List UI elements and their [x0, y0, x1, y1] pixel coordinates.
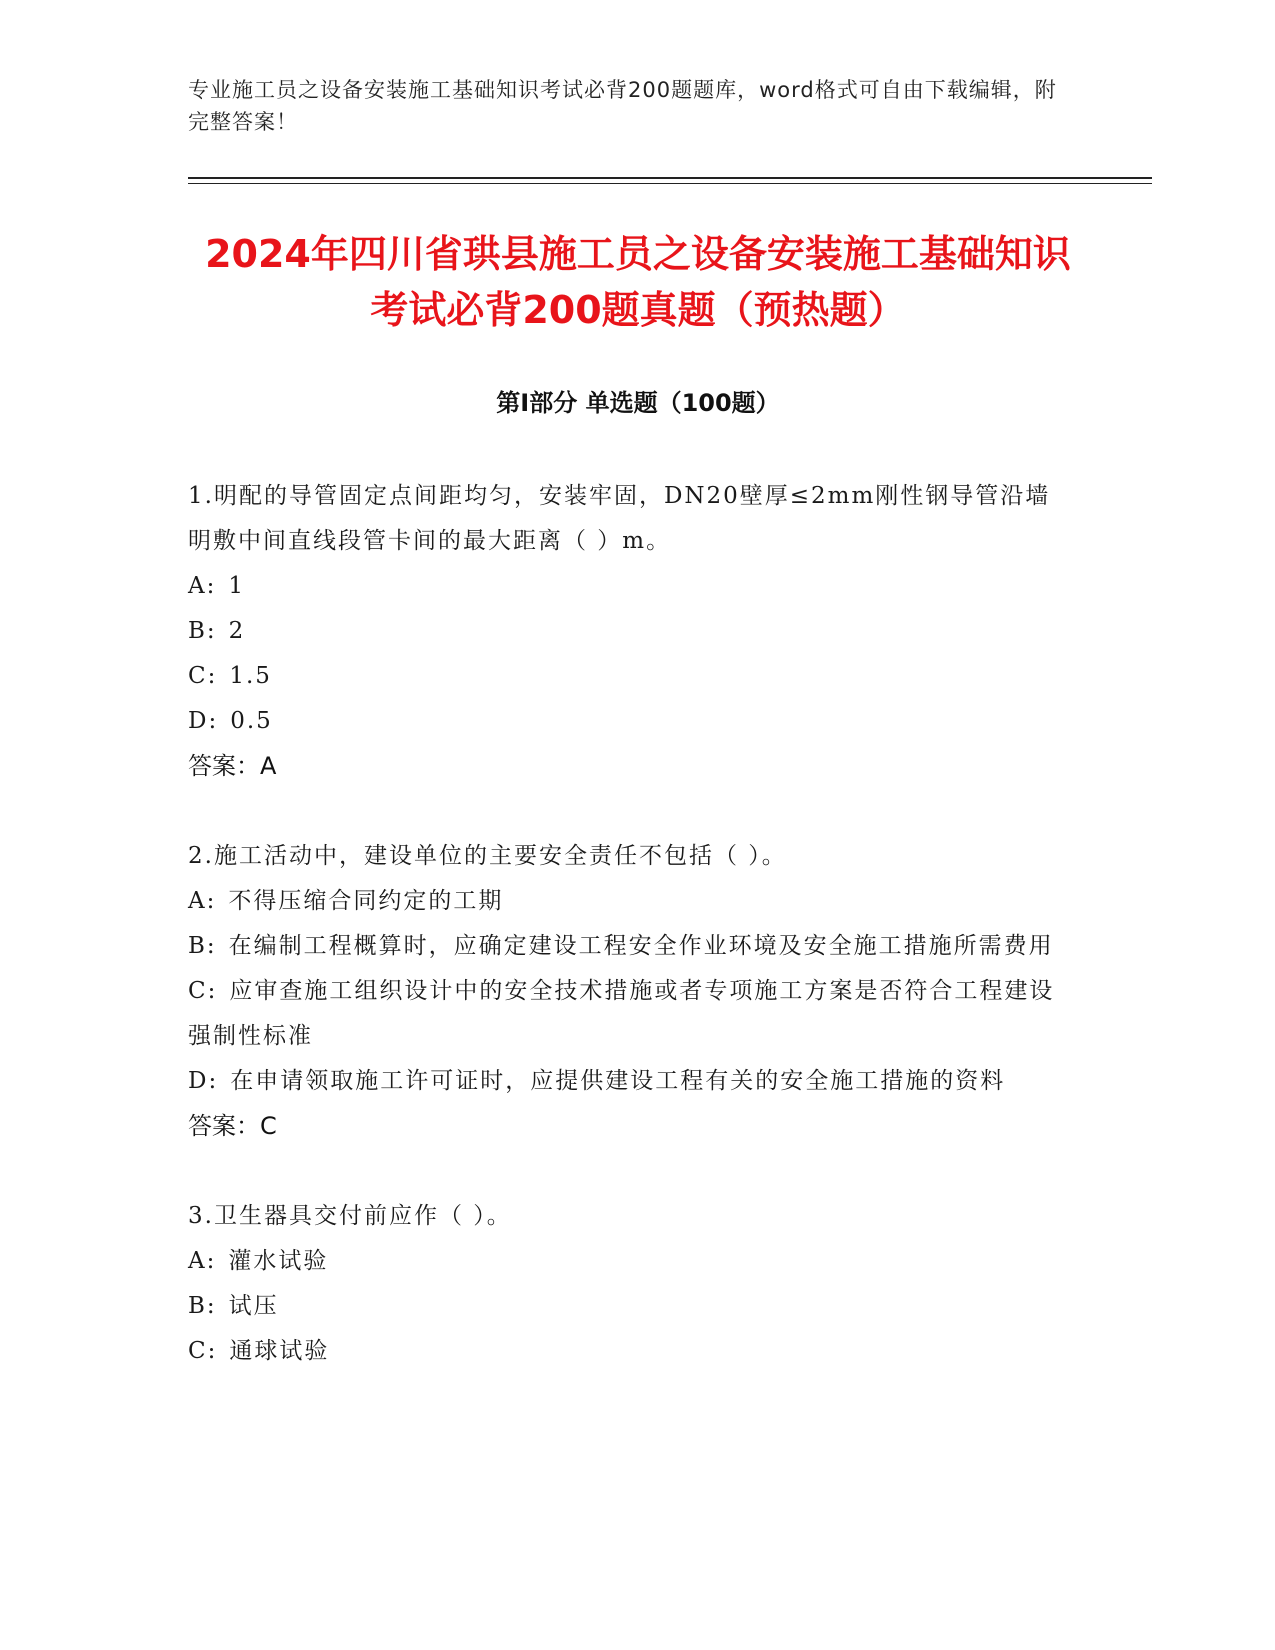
option-key: C: — [188, 978, 218, 1004]
option-text: 通球试验 — [229, 1338, 330, 1364]
question-2 — [188, 834, 1068, 1149]
option-key: A: — [188, 888, 217, 914]
option-text: 应审查施工组织设计中的安全技术措施或者专项施工方案是否符合工程建设强制性标准 — [188, 978, 1055, 1049]
option-text: 1.5 — [229, 663, 272, 689]
option-text: 试压 — [228, 1293, 279, 1319]
option-key: D: — [188, 1068, 219, 1094]
header-rule-thin — [188, 183, 1152, 184]
question-option-b — [188, 1284, 1068, 1329]
option-key: A: — [188, 1248, 217, 1274]
header-rule-thick — [188, 177, 1152, 179]
question-option-a — [188, 564, 1068, 609]
header-note: 专业施工员之设备安装施工基础知识考试必背200题题库，word格式可自由下载编辑，附完整答案！ — [188, 78, 1057, 134]
question-option-a — [188, 1239, 1068, 1284]
question-stem: 1.明配的导管固定点间距均匀，安装牢固，DN20壁厚≤2mm刚性钢导管沿墙明敷中间直线段管卡间的最大距离（ ）m。 — [188, 483, 1051, 554]
option-key: C: — [188, 1338, 218, 1364]
question-option-d — [188, 699, 1068, 744]
option-text: 不得压缩合同约定的工期 — [228, 888, 504, 914]
question-stem: 3.卫生器具交付前应作（ ）。 — [188, 1203, 512, 1229]
option-text: 2 — [228, 618, 246, 644]
option-key: D: — [188, 708, 219, 734]
question-option-c — [188, 654, 1068, 699]
question-option-b — [188, 924, 1068, 969]
option-key: C: — [188, 663, 218, 689]
option-text: 在申请领取施工许可证时，应提供建设工程有关的安全施工措施的资料 — [230, 1068, 1006, 1094]
option-key: B: — [188, 1293, 217, 1319]
page-title: 2024年四川省珙县施工员之设备安装施工基础知识考试必背200题真题（预热题） — [205, 232, 1071, 332]
option-key: B: — [188, 933, 217, 959]
question-stem: 2.施工活动中，建设单位的主要安全责任不包括（ ）。 — [188, 843, 787, 869]
question-answer: 答案：A — [188, 752, 277, 780]
question-1 — [188, 474, 1068, 789]
question-list — [188, 474, 1068, 1419]
question-option-a — [188, 879, 1068, 924]
option-text: 灌水试验 — [228, 1248, 329, 1274]
section-title: 第Ⅰ部分 单选题（100题） — [496, 389, 780, 417]
question-option-c — [188, 1329, 1068, 1374]
option-key: B: — [188, 618, 217, 644]
option-key: A: — [188, 573, 217, 599]
option-text: 1 — [228, 573, 245, 599]
option-text: 在编制工程概算时，应确定建设工程安全作业环境及安全施工措施所需费用 — [228, 933, 1054, 959]
question-option-b — [188, 609, 1068, 654]
question-answer: 答案：C — [188, 1112, 277, 1140]
option-text: 0.5 — [230, 708, 273, 734]
question-option-c — [188, 969, 1068, 1059]
question-3 — [188, 1194, 1068, 1374]
question-option-d — [188, 1059, 1068, 1104]
